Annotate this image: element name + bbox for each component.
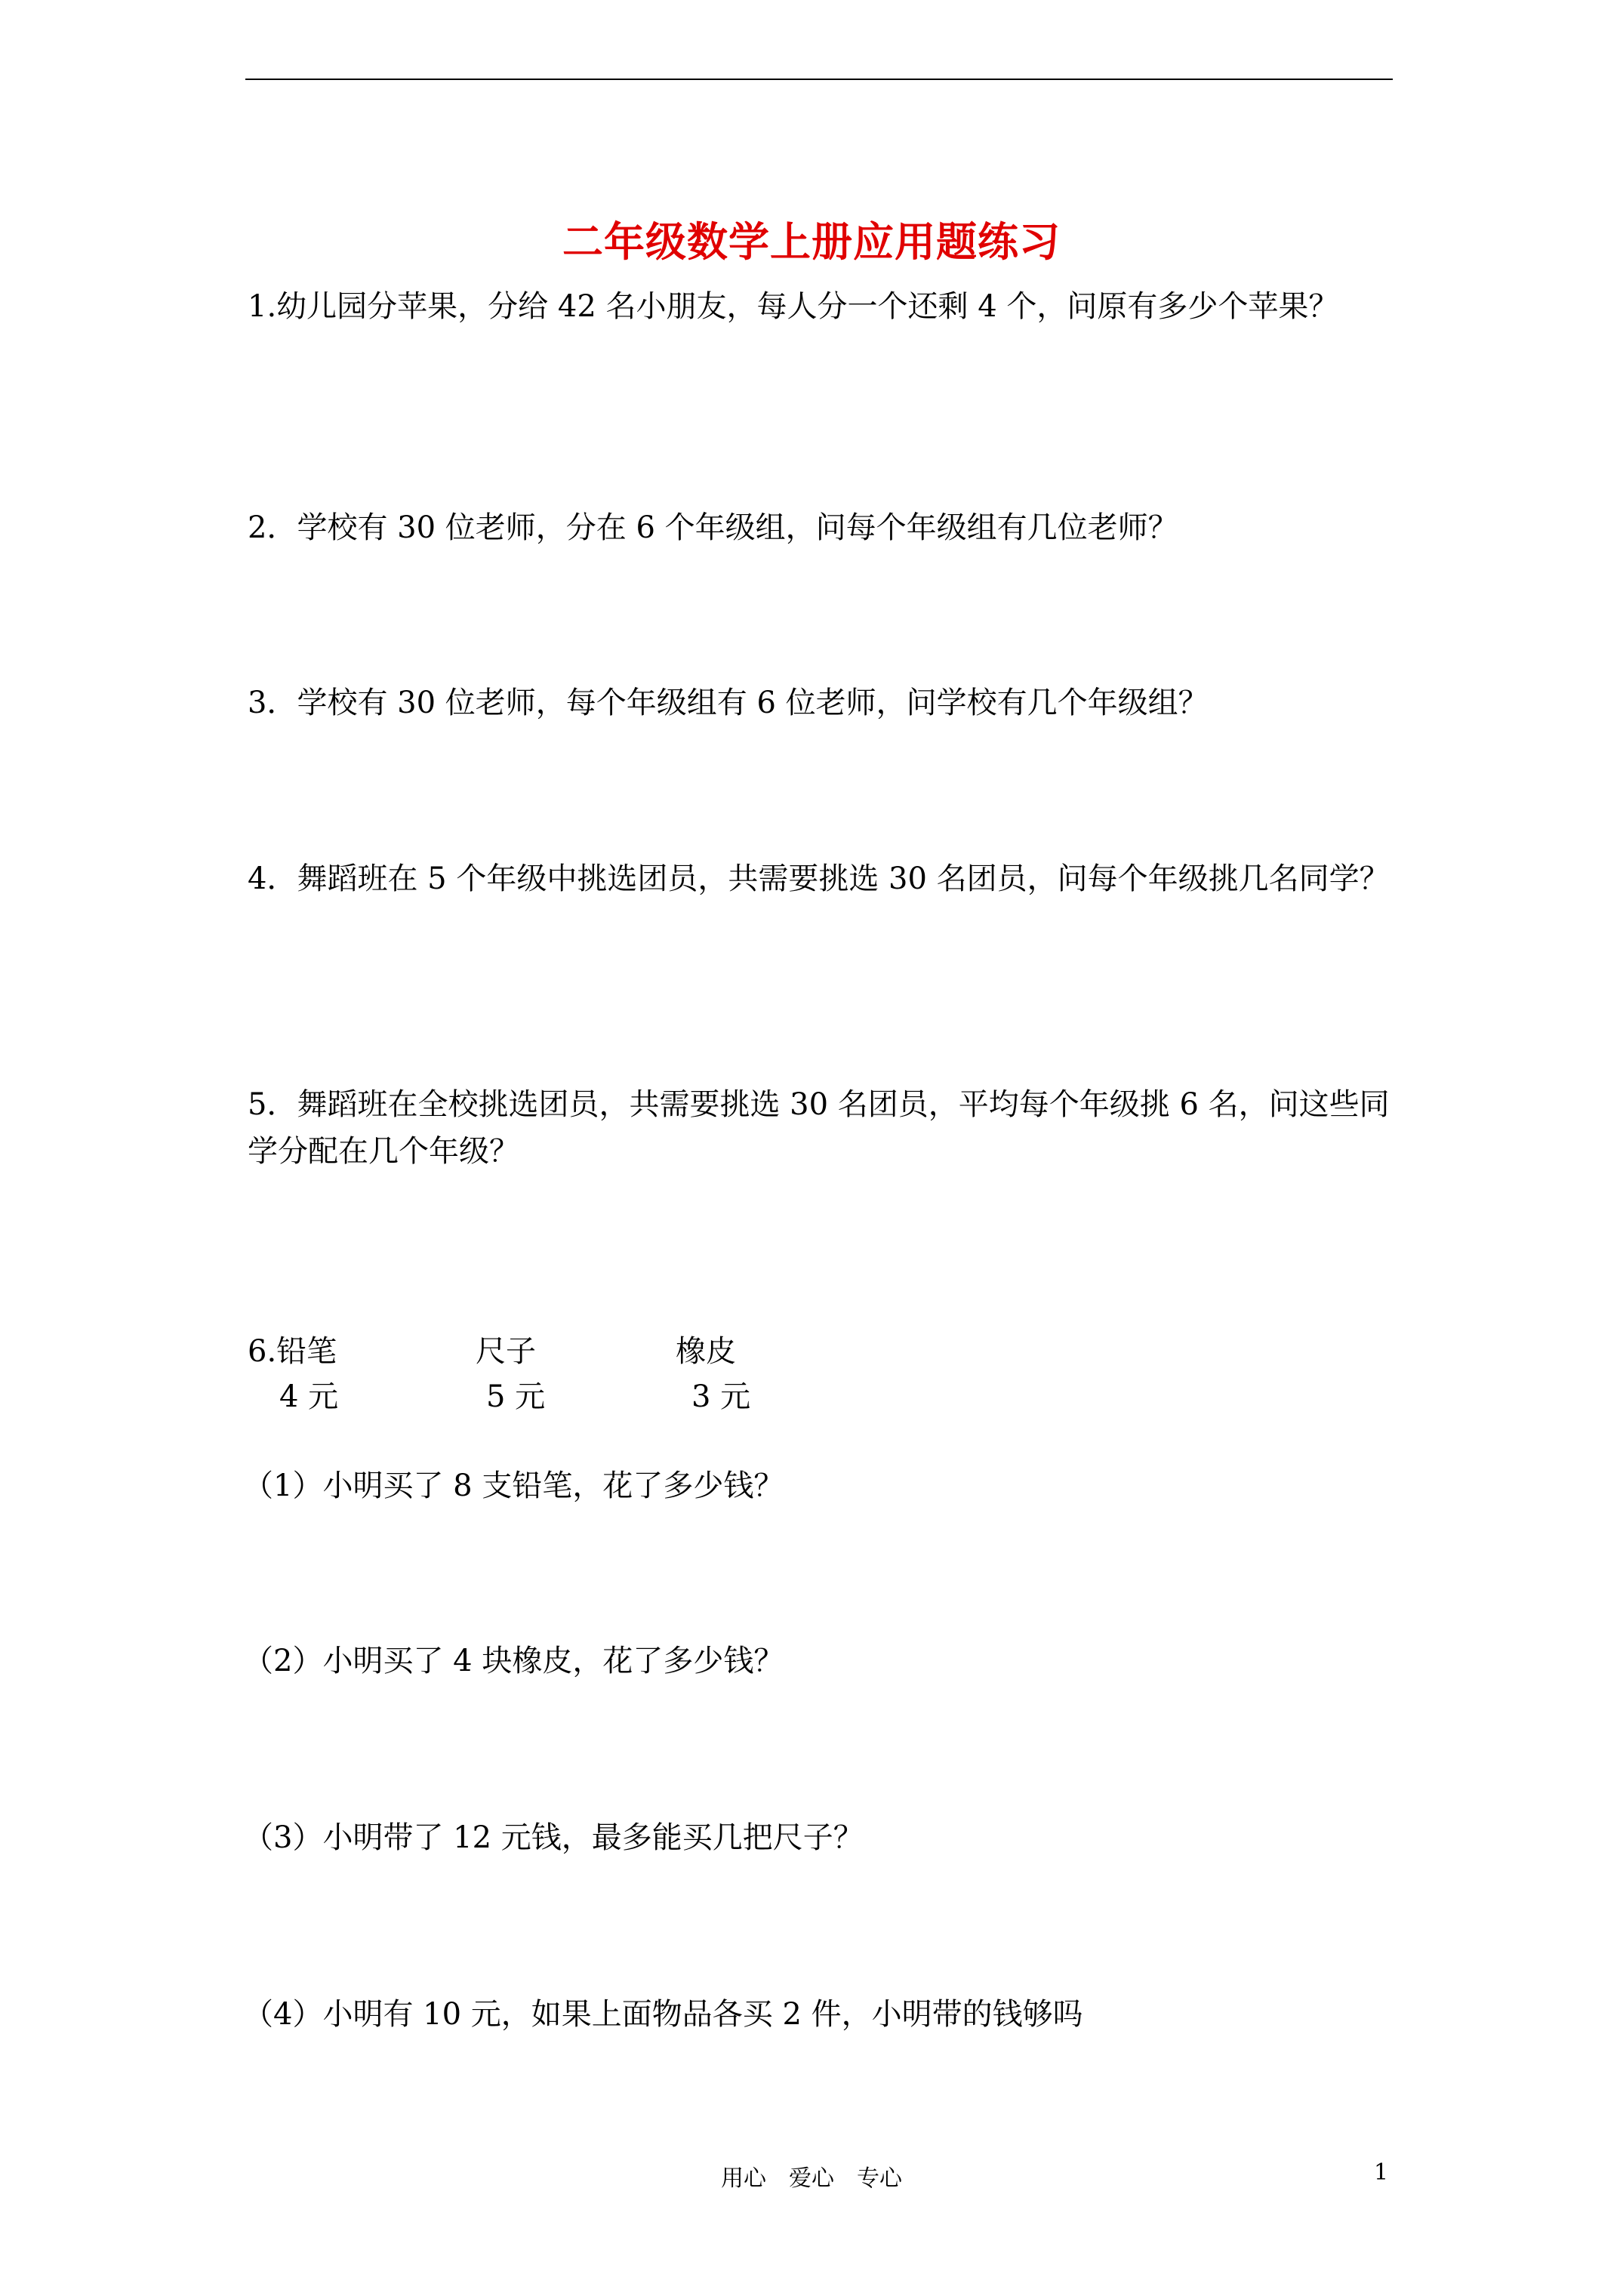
item-price-pencil: 4 元 [279,1379,339,1414]
item-prices-row [248,1374,1078,1419]
header-rule [245,79,1393,80]
question-3: 3．学校有 30 位老师，每个年级组有 6 位老师，问学校有几个年级组？ [248,686,1209,720]
item-price-eraser: 3 元 [691,1379,751,1414]
sub-question-1: （1）小明买了 8 支铅笔，花了多少钱？ [243,1469,784,1503]
sub-question-4: （4）小明有 10 元，如果上面物品各买 2 件，小明带的钱够吗 [243,1997,1083,2032]
question-4: 4．舞蹈班在 5 个年级中挑选团员，共需要挑选 30 名团员，问每个年级挑几名同学？ [248,861,1390,896]
item-name-ruler: 尺子 [476,1334,536,1369]
question-1: 1.幼儿园分苹果，分给 42 名小朋友，每人分一个还剩 4 个，问原有多少个苹果？ [248,289,1339,324]
question-5: 5．舞蹈班在全校挑选团员，共需要挑选 30 名团员，平均每个年级挑 6 名，问这些同学分配在几个年级？ [248,1087,1390,1169]
sub-question-2: （2）小明买了 4 块橡皮，花了多少钱？ [243,1644,784,1678]
item-names-row [248,1329,1078,1374]
item-name-eraser: 橡皮 [676,1334,736,1369]
question-2: 2．学校有 30 位老师，分在 6 个年级组，问每个年级组有几位老师？ [248,510,1178,545]
page-number: 1 [1374,2159,1389,2186]
page-title: 二年级数学上册应用题练习 [562,217,1061,266]
footer-text: 用心 爱心 专心 [721,2165,902,2192]
item-price-list [248,1329,1078,1419]
item-name-pencil: 6.铅笔 [248,1334,337,1369]
sub-question-3: （3）小明带了 12 元钱，最多能买几把尺子？ [243,1820,864,1855]
item-price-ruler: 5 元 [486,1379,546,1414]
